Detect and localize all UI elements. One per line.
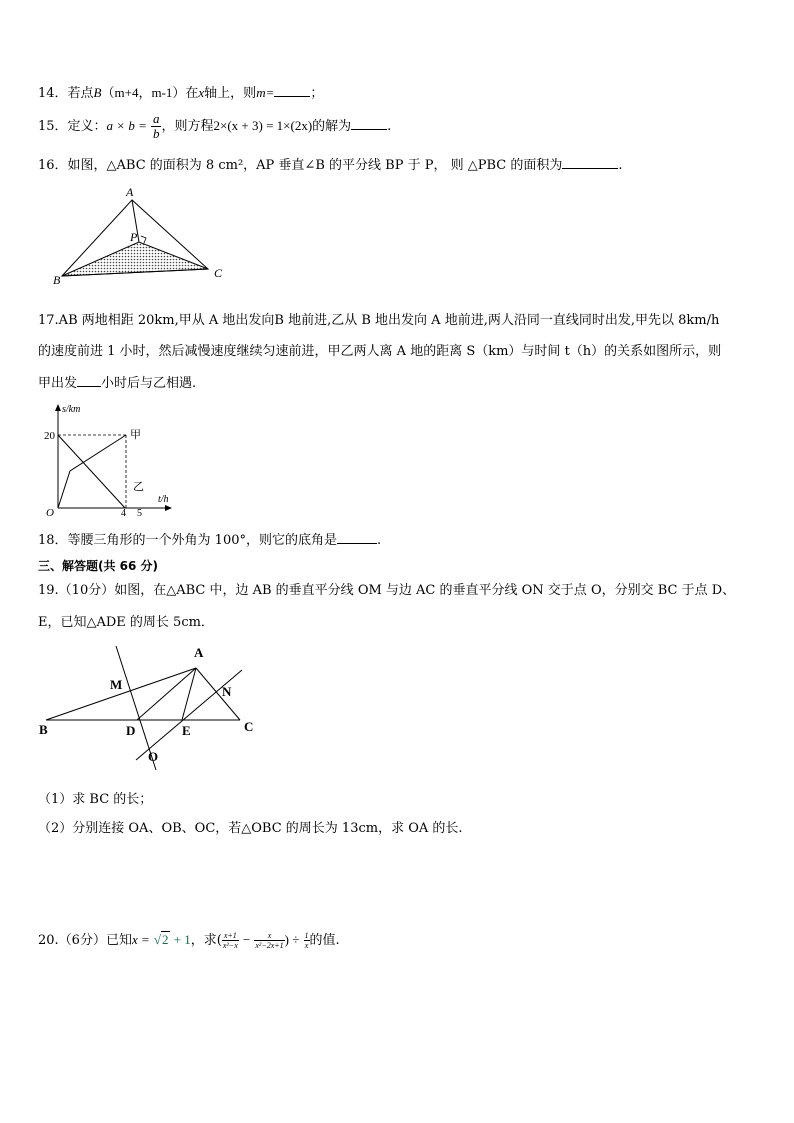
question-17-line3: 甲出发 小时后与乙相遇.: [38, 376, 197, 391]
answer-blank: [337, 531, 377, 544]
label-c: C: [214, 266, 223, 280]
label-e: E: [182, 723, 191, 738]
x-axis-label: t/h: [158, 494, 169, 505]
fraction-2: $\frac{x}{\text{x²−2x+1}}$: [255, 931, 284, 950]
tick-4: 4: [121, 508, 126, 516]
label-c: C: [244, 719, 254, 734]
question-20: 20.（6分）已知x = √2 + 1，求( $\frac{x+1}{\text{x²−x}}$ − $\frac{x}{\text{x²−2x+1}}$ ) ÷ $\frac{1}{x}$ 的值.: [38, 931, 340, 950]
triangle-figure-16: [40, 186, 240, 290]
shaded-triangle-pbc: [62, 242, 208, 276]
question-19-part1: （1）求 BC 的长；: [38, 792, 153, 807]
label-d: D: [126, 723, 136, 738]
fraction-3: $\frac{1}{x}$: [304, 931, 309, 950]
tick-20: 20: [44, 430, 55, 442]
question-15: 15．定义：a × b = $\frac{a}{b}$ ，则方程2×(x + 3) = 1×(2x)的解为 .: [38, 111, 392, 141]
sqrt-expression: √2: [153, 932, 169, 947]
answer-blank: [274, 84, 310, 97]
y-axis-arrow: [55, 404, 61, 411]
label-b: B: [53, 273, 61, 287]
segment-ae: [182, 668, 196, 720]
right-angle-mark: [141, 236, 146, 243]
line-yi: [58, 435, 125, 508]
answer-blank: [77, 374, 101, 387]
answer-blank: [562, 156, 618, 169]
origin-label: O: [46, 507, 54, 516]
fraction-1: $\frac{x+1}{\text{x²−x}}$: [222, 931, 238, 950]
label-b: B: [39, 722, 48, 737]
segment-ab: [46, 668, 196, 720]
label-a: A: [194, 645, 204, 660]
question-17-line1: 17.AB 两地相距 20km,甲从 A 地出发向B 地前进,乙从 B 地出发向 A 地前进,两人沿同一直线同时出发,甲先以 8km/h: [38, 313, 720, 328]
label-m: M: [110, 677, 123, 692]
question-16: 16．如图，△ABC 的面积为 8 cm²，AP 垂直∠B 的平分线 BP 于 P， 则 △PBC 的面积为 .: [38, 158, 623, 173]
distance-time-graph: [40, 398, 190, 516]
question-19-part2: （2）分别连接 OA、OB、OC，若△OBC 的周长为 13cm，求 OA 的长.: [38, 821, 463, 836]
segment-ad: [137, 668, 196, 720]
x-axis-arrow: [165, 505, 172, 511]
y-axis-label: s/km: [62, 404, 81, 415]
section-heading: 三、解答题(共 66 分): [38, 559, 159, 573]
label-n: N: [222, 684, 232, 699]
label-o: O: [148, 749, 159, 764]
label-yi: 乙: [133, 481, 144, 493]
question-19-line1: 19.（10分）如图，在△ABC 中，边 AB 的垂直平分线 OM 与边 AC 的垂直平分线 ON 交于点 O，分别交 BC 于点 D、: [38, 583, 736, 598]
question-17-line2: 的速度前进 1 小时，然后减慢速度继续匀速前进，甲乙两人离 A 地的距离 S（km）与时间 t（h）的关系如图所示，则: [38, 344, 722, 359]
segment-ac: [196, 668, 240, 720]
label-p: P: [130, 230, 138, 244]
question-14: 14．若点B（m+4，m-1）在x轴上，则m= ；: [38, 85, 324, 101]
label-jia: 甲: [130, 429, 141, 441]
question-19-line2: E，已知△ADE 的周长 5cm．: [38, 615, 214, 630]
question-18: 18．等腰三角形的一个外角为 100°，则它的底角是 .: [38, 533, 382, 548]
fraction-a-over-b: $\frac{a}{b}$: [152, 111, 160, 141]
perpendicular-bisector-figure-19: [36, 640, 266, 774]
answer-blank: [351, 117, 387, 130]
tick-5: 5: [137, 508, 142, 516]
label-a: A: [126, 186, 134, 199]
